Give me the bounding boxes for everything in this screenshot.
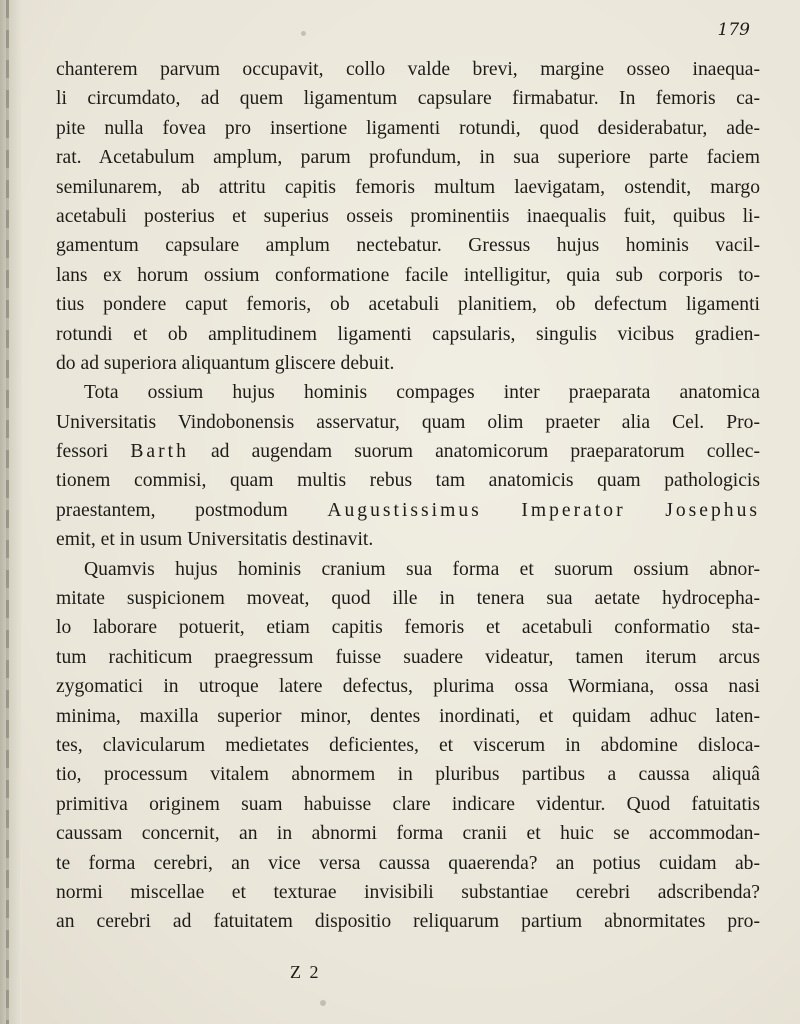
text-line: Quamvis hujus hominis cranium sua forma et suorum ossium abnor- <box>84 558 760 580</box>
text-line: do ad superiora aliquantum gliscere debuit. <box>56 352 395 374</box>
text-line: zygomatici in utroque latere defectus, plurima ossa Wormiana, ossa nasi <box>56 676 760 698</box>
text-line: primitiva originem suam habuisse clare indicare videntur. Quod fatuitatis <box>56 793 760 815</box>
ink-spot <box>301 31 306 36</box>
text-line: tius pondere caput femoris, ob acetabuli planitiem, ob defectum ligamenti <box>56 294 760 316</box>
text-line: acetabuli posterius et superius osseis prominentiis inaequalis fuit, quibus li- <box>56 205 760 227</box>
text-line: li circumdato, ad quem ligamentum capsulare firmabatur. In femoris ca- <box>56 88 760 110</box>
text-line: te forma cerebri, an vice versa caussa quaerenda? an potius cuidam ab- <box>56 852 760 874</box>
text-line: minima, maxilla superior minor, dentes inordinati, et quidam adhuc laten- <box>56 705 760 727</box>
binding-gutter <box>0 0 22 1024</box>
page-number: 179 <box>717 20 750 40</box>
text-line: tes, clavicularum medietates deficientes, et viscerum in abdomine disloca- <box>56 734 760 756</box>
text-line: fessori Barth ad augendam suorum anatomicorum praeparatorum collec- <box>56 441 760 463</box>
text-line: an cerebri ad fatuitatem dispositio reliquarum partium abnormitates pro- <box>56 911 760 933</box>
spaced-name: Barth <box>130 441 189 463</box>
text-line: normi miscellae et texturae invisibili substantiae cerebri adscribenda? <box>56 881 760 903</box>
signature-mark: Z 2 <box>290 962 321 982</box>
text-line: tionem commisi, quam multis rebus tam anatomicis quam pathologicis <box>56 470 760 492</box>
text-line: semilunarem, ab attritu capitis femoris multum laevigatam, ostendit, margo <box>56 176 760 198</box>
text-line: praestantem, postmodum Augustissimus Imperator Josephus <box>56 499 761 521</box>
spaced-name: Imperator <box>521 499 626 521</box>
text-line: caussam concernit, an in abnormi forma cranii et huic se accommodan- <box>56 823 760 845</box>
text-line: Tota ossium hujus hominis compages inter praeparata anatomica <box>84 382 760 404</box>
body-text <box>56 55 760 937</box>
text-line: rat. Acetabulum amplum, parum profundum, in sua superiore parte faciem <box>56 147 760 169</box>
text-line: Universitatis Vindobonensis asservatur, quam olim praeter alia Cel. Pro- <box>56 411 760 433</box>
spaced-name: Josephus <box>665 499 761 521</box>
text-line: tum rachiticum praegressum fuisse suadere videatur, tamen iterum arcus <box>56 646 760 668</box>
text-line: gamentum capsulare amplum nectebatur. Gressus hujus hominis vacil- <box>56 235 760 257</box>
text-line: emit, et in usum Universitatis destinavit. <box>56 529 374 551</box>
text-line: pite nulla fovea pro insertione ligamenti rotundi, quod desiderabatur, ade- <box>56 117 760 139</box>
text-line: rotundi et ob amplitudinem ligamenti capsularis, singulis vicibus gradien- <box>56 323 760 345</box>
text-line: mitate suspicionem moveat, quod ille in tenera sua aetate hydrocepha- <box>56 588 760 610</box>
text-line: tio, processum vitalem abnormem in pluribus partibus a caussa aliquâ <box>56 764 760 786</box>
text-line: chanterem parvum occupavit, collo valde brevi, margine osseo inaequa- <box>56 59 760 80</box>
spaced-name: Augustissimus <box>327 499 482 521</box>
ink-spot <box>320 1000 326 1006</box>
text-line: lo laborare potuerit, etiam capitis femoris et acetabuli conformatio sta- <box>56 617 760 639</box>
text-line: lans ex horum ossium conformatione facile intelligitur, quia sub corporis to- <box>56 264 760 286</box>
